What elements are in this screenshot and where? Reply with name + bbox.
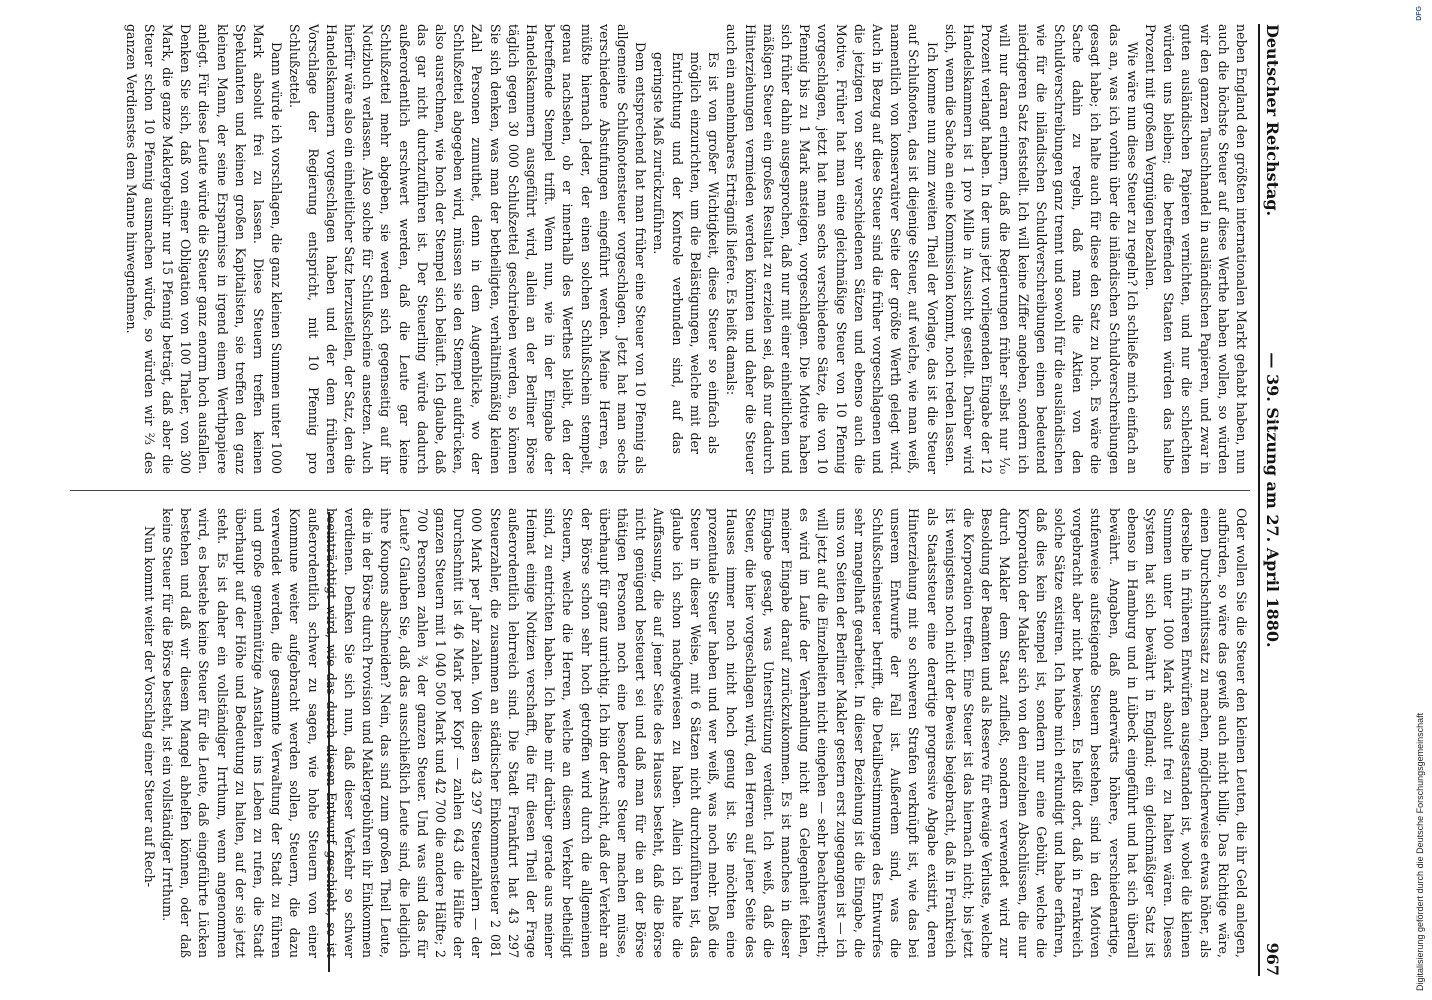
paragraph: Ich komme nun zum zweiten Theil der Vorlage, das ist die Steuer auf Schlußnoten, das ist diejenige Steuer, auf welche, wie man weiß, namentlich von konservativer Seite der größte Werth gelegt wird. Auch in Bezug auf diese Steuer sind die früher vorgeschlagenen und die jetzigen von sehr verschiedenen Sätzen und ebenso auch die Motive. Früher hat man eine gleichmäßige Steuer von 10 Pfennig vorgeschlagen, jetzt hat man sechs verschiedene Sätze, die von 10 Pfennig bis zu 1 Mark ansteigen, vorgeschlagen. Die Motive haben sich früher dahin ausgesprochen, daß nur mit einer einheitlichen und mäßigen Steuer ein großes Resultat zu erzielen sei, daß nur dadurch Hinterziehungen vermieden werden könnten und daher die Steuer auch ein annehmbares Erträgniß liefere. Es heißt damals: [724,24,940,474]
header-session: — 39. Sitzung am 27. April 1880. [1263,352,1282,648]
paragraph: Wie wäre nun diese Steuer zu regeln? Ich schließe mich einfach an das an, was ich vorhin über die inländischen Schuldverschreibungen gesagt habe; ich halte auch für diese den Satz zu hoch. Es wäre die Sache dahin zu regeln, daß man die Aktien von den Schuldverschreibungen ganz trennt und sowohl für die ausländischen wie für die inländischen Schuldverschreibungen einen bedeutend niedrigeren Satz feststellt. Ich will keine Ziffer angeben, sondern ich will nur daran erinnern, daß die Regierungen früher selbst nur ⅒ Prozent verlangt haben. In der uns jetzt vorliegenden Eingabe der 12 Handelskammern ist 1 pro Mille in Aussicht gestellt. Darüber wird sich, wenn die Sache an eine Kommission kommt, noch reden lassen. [942,24,1140,474]
credit-text: Digitalisierung gefördert durch die Deutsche Forschungsgemeinschaft [1415,712,1425,991]
paragraph: Oder wollen Sie die Steuer den kleinen Leuten, die ihr Geld anlegen, aufbürden, so wäre das gewiß auch nicht billig. Das Richtige wäre, einen Durchschnittssatz zu machen, möglicherweise etwas höher, als derselbe in früheren Entwürfen ausgestanden ist, wobei die kleinen Summen unter 1000 Mark absolut frei zu halten wären. Dieses System hat sich bewährt in England; ein gleichmäßiger Satz ist ebenso in Hamburg und in Lübeck eingeführt und hat sich überall bewährt. Angaben, daß anderwärts höhere, verschiedenartige, stufenweise aufsteigende Steuern bestehen, sind in den Motiven vorgebracht aber nicht bewiesen. Es heißt dort, daß in Frankreich solche Sätze existiren. Ich habe mich erkundigt und habe erfahren, daß dies kein Stempel ist, sondern nur eine Gebühr, welche die Korporation der Makler sich von den einzelnen Abschlüssen, die nur durch Makler dem Staat zufließt, sondern verwendet wird zur Besoldung der Beamten und als Reserve für etwaige Verluste, welche die Korporation treffen. Eine Steuer ist das hiernach nicht; bis jetzt ist wenigstens noch nicht der Beweis beigebracht, daß in Frankreich als Staatssteuer eine derartige progressive Abgabe existirt, deren Hinterziehung mit so schweren Strafen verknüpft ist, wie das bei unserem Entwurfe der Fall ist. Außerdem sind, was die Schlußscheinsteuer betrifft, die Detailbestimmungen des Entwurfes sehr mangelhaft gearbeitet. In dieser Beziehung ist die Eingabe, die uns von Seiten der Berliner Makler gestern erst zugegangen ist — ich will jetzt auf die Einzelheiten nicht eingehen — sehr beachtenswerth; es wird im Laufe der Verhandlung nicht an Gelegenheit fehlen, meiner Eingabe darauf zurückzukommen. Es ist manches in dieser Eingabe gesagt, was Unterstützung verdient. Ich weiß, daß die Steuer, die hier vorgeschlagen wird, den Herren auf jener Seite des Hauses immer noch nicht hoch genug ist. Sie möchten eine prozentuale Steuer haben und wer weiß, was noch mehr. Daß die Steuer in dieser Weise, mit 6 Sätzen nicht durchzuführen ist, das glaube ich schon nachgewiesen zu haben. Allein ich halte die Auffassung, die auf jener Seite des Hauses besteht, daß die Börse nicht genügend besteuert sei und daß man für die an der Börse thätigen Personen noch eine besondere Steuer machen müsse, überhaupt für ganz unrichtig. Ich bin der Ansicht, daß der Verkehr an der Börse schon sehr hoch getroffen wird durch die allgemeinen Steuern, welche die Herren, welche an diesem Verkehr betheiligt sind, zu entrichten haben. Ich habe mir darüber gerade aus meiner Heimat einige Notizen verschafft, die für diesen Theil der Frage außerordentlich lehrreich sind. Die Stadt Frankfurt hat 43 297 Steuerzahler, die zusammen an städtischer Einkommensteuer 2 081 000 Mark per Jahr zahlen. Von diesen 43 297 Steuerzahlern — der Durchschnitt ist 46 Mark per Kopf — zahlen 643 die Hälfte der ganzen Steuern mit 1 040 500 Mark und 42 700 die andere Hälfte; 2 700 Personen zahlen ¾ der ganzen Steuer. Und was sind das für Leute? Glauben Sie, daß das ausschließlich Leute sind, die lediglich ihre Koupons abschneiden? Nein, das sind zum großen Theil Leute, die in der Börse durch Provision und Maklergebühren ihr Einkommen verdienen. Denken Sie sich nun, daß dieser Verkehr so schwer beeinträchtigt wird, wie das durch diesen Entwurf geschieht, so ist außerordentlich schwer zu sagen, wie hohe Steuern von einer Kommune weiter aufgebracht werden sollen, Steuern, die dazu verwendet werden, die gesammte Verwaltung der Stadt zu führen und große gemeinnützige Anstalten ins Leben zu rufen, die Stadt überhaupt auf der Höhe und Bedeutung zu halten, auf der sie jetzt steht. Es ist daher ein vollständiger Irrthum, wenn angenommen wird, es bestehe keine Steuer für die Leute, daß eingeführte Lücken bestehen und daß wir diesem Mangel abhelfen können, oder daß keine Steuer für die Börse besteht, ist ein vollständiger Irrthum. [160,508,1249,958]
end-rule [328,512,330,972]
paragraph: neben England den größten internationalen Markt gehabt haben, nun auch die höchste Steuer auf diese Werthe haben wollen, so würden wir den ganzen Tauschhandel in ausländischen Papieren, und zwar in guten ausländischen Papieren vernichten, und nur die schlechten würden uns bleiben; die betreffenden Staaten würden das halbe Prozent mit großem Vergnügen bezahlen. [1142,24,1249,474]
dfg-logo: DFG [1416,6,1423,21]
right-column [141,508,1250,958]
paragraph: Dem entsprechend hat man früher eine Steuer von 10 Pfennig als allgemeine Schlußnotensteuer vorgeschlagen. Jetzt hat man sechs verschiedene Abstufungen eingeführt werden. Meine Herren, es müßte hiernach Jeder, der einen solchen Schlußschein stempelt, genau nachsehen, ob er innerhalb des Werthes bleibt, den der betreffende Stempel trifft. Wenn nun, wie in der Eingabe der Handelskammern ausgeführt wird, allein an der Berliner Börse täglich gegen 30 000 Schlußzettel geschrieben werden, so können Sie sich denken, was man der betheiligten, verhältnißmäßig kleinen Zahl Personen zumuthet, denn in dem Augenblicke, wo der Schlußzettel abgegeben wird, müssen sie den Stempel aufdrücken, also ausrechnen, wie hoch der Stempel sich beläuft. Ich glaube, daß das gar nicht durchzuführen ist. Der Steuerling würde dadurch außerordentlich erschwert werden, daß die Leute gar keine Schlußzettel mehr abgeben, sie werden sich gegenseitig auf ihr Notizbuch verlassen. Also solche für Schlußscheine ansetzen. Auch hierfür wäre also ein einheitlicher Satz herzustellen, der Satz, den die Handelskammern vorgeschlagen haben und der dem früheren Vorschlage der Regierung entspricht, mit 10 Pfennig pro Schlußzettel. [287,24,649,474]
digitization-credit [1413,6,1427,991]
paragraph: Dann würde ich vorschlagen, die ganz kleinen Summen unter 1000 Mark absolut frei zu lassen. Diese Steuern treffen keinen Spekulanten und keinen großen Kapitalisten, sie treffen den ganz kleinen Mann, der seine Ersparnisse in irgend einem Werthpapiere anlegt. Für diese Leute würde die Steuer ganz enorm hoch ausfallen. Denken Sie sich, daß von einer Obligation von 100 Thaler, von 300 Mark, die ganze Maklergebühr nur 15 Pfennig beträgt, daß aber die Steuer schon 10 Pfennig ausmachen würde, so würden wir ⅔ des ganzen Verdienstes dem Manne hinwegnehmen. [123,24,285,474]
header-title: Deutscher Reichstag. [1263,24,1282,217]
paragraph: Nun kommt weiter der Vorschlag einer Steuer auf Rech- [141,526,157,887]
page-number: 967 [1263,942,1282,976]
left-column [20,24,1250,474]
quoted-paragraph: Es ist von großer Wichtigkeit, diese Steuer so einfach als möglich einzurichten, um die Belästigungen, welche mit der Entrichtung und der Kontrole verbunden sind, auf das geringste Maß zurückzuführen. [651,52,722,454]
page-header [1258,24,1282,976]
column-divider [70,490,1250,491]
